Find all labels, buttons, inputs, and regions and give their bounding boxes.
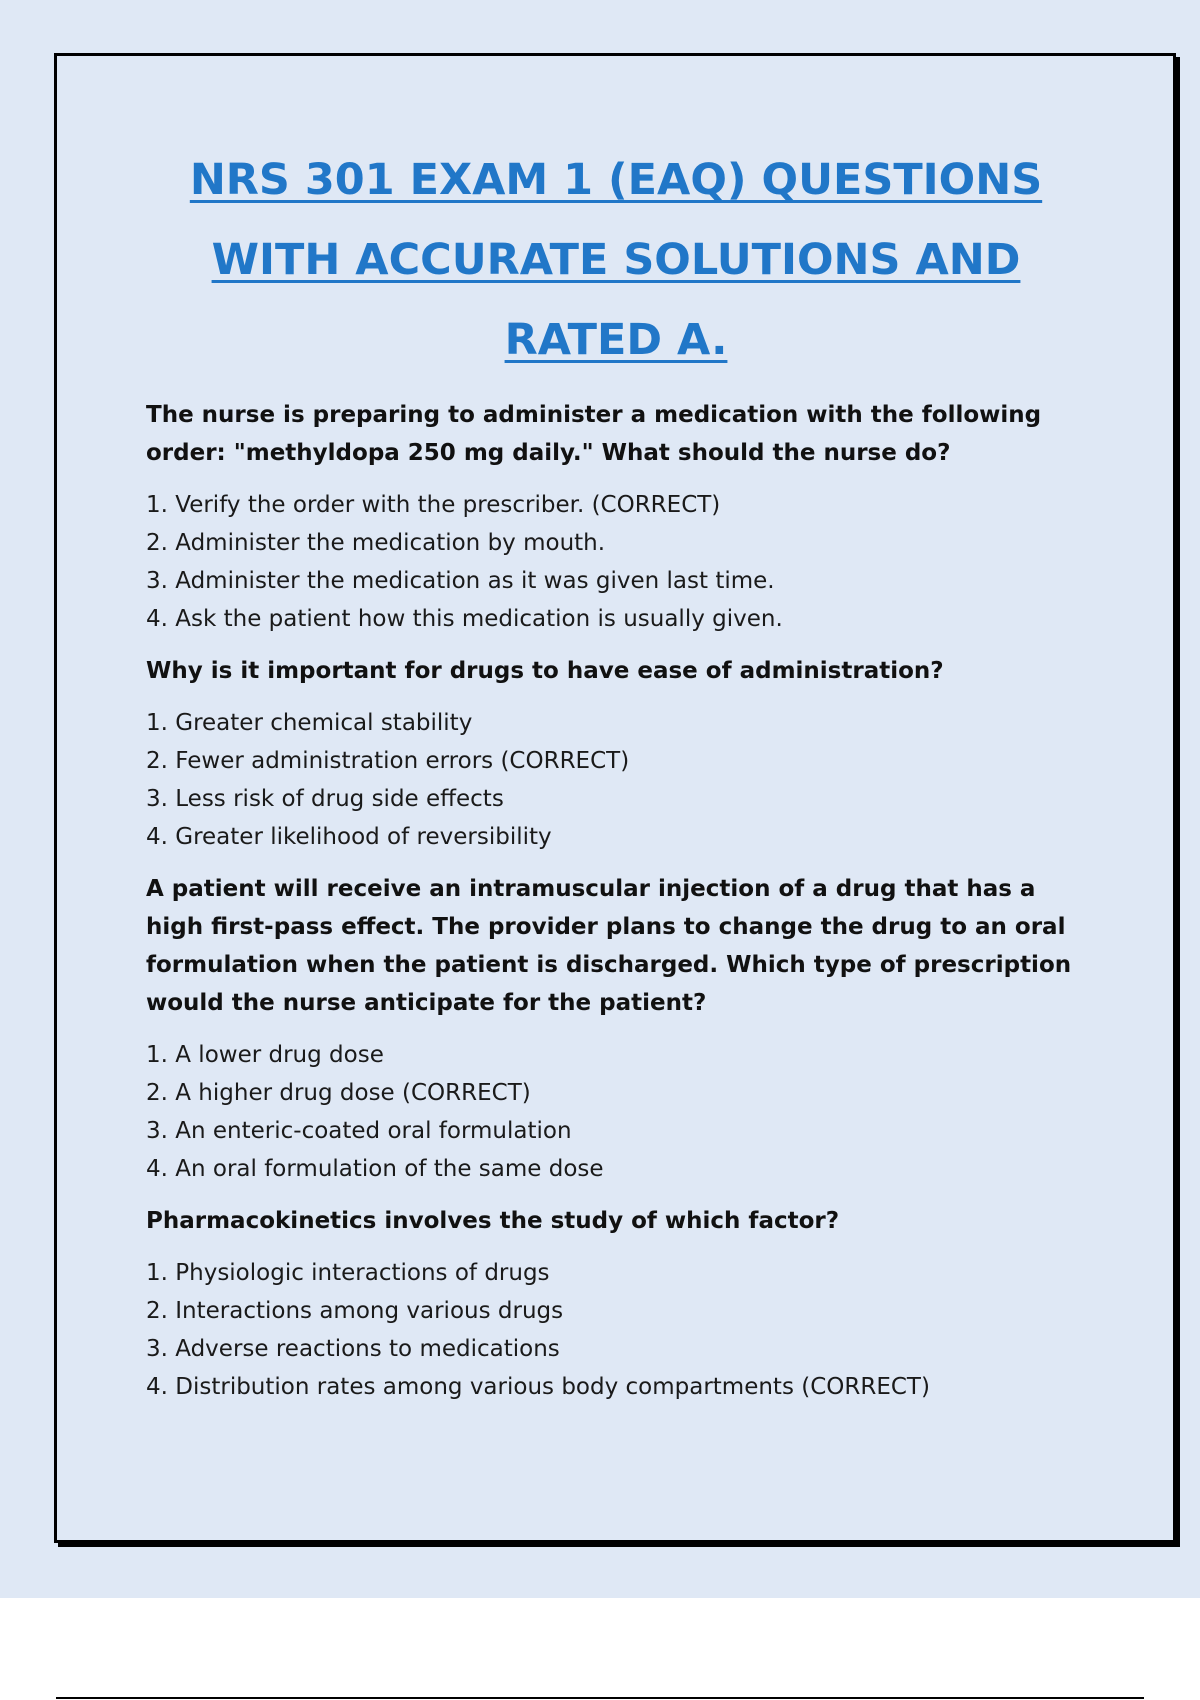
question-text: The nurse is preparing to administer a medication with the following order: "methyldopa 250 mg daily." What should the nurse do? [146,402,1042,466]
question-block-4 [146,1202,1086,1406]
answer-option: 4. An oral formulation of the same dose [146,1156,604,1182]
answer-option: 3. Adverse reactions to medications [146,1336,560,1362]
answer-option: 1. Physiologic interactions of drugs [146,1260,550,1286]
title-line-2: WITH ACCURATE SOLUTIONS AND [211,235,1021,285]
answer-option: 2. Fewer administration errors (CORRECT) [146,748,630,774]
bottom-divider [56,1697,1144,1699]
question-text: Pharmacokinetics involves the study of which factor? [146,1208,840,1234]
answer-options [146,1036,1086,1188]
answer-option: 1. Verify the order with the prescriber. (CORRECT) [146,492,721,518]
question-block-3 [146,870,1086,1188]
answer-option: 2. A higher drug dose (CORRECT) [146,1080,531,1106]
question-text: Why is it important for drugs to have ease of administration? [146,658,944,684]
answer-option: 1. A lower drug dose [146,1042,384,1068]
questions-list [146,396,1086,1420]
question-block-2 [146,652,1086,856]
title-line-1: NRS 301 EXAM 1 (EAQ) QUESTIONS [189,155,1043,205]
answer-options [146,1254,1086,1406]
answer-options [146,486,1086,638]
answer-option: 4. Greater likelihood of reversibility [146,824,552,850]
answer-option: 3. Administer the medication as it was given last time. [146,568,775,594]
document-title [0,140,1200,380]
answer-options [146,704,1086,856]
answer-option: 1. Greater chemical stability [146,710,473,736]
answer-option: 4. Distribution rates among various body compartments (CORRECT) [146,1374,930,1400]
question-text: A patient will receive an intramuscular injection of a drug that has a high first-pass effect. The provider plans to change the drug to an oral formulation when the patient is discharged. Which type of prescription would the nurse anticipate for the patient? [146,876,1072,1016]
answer-option: 2. Administer the medication by mouth. [146,530,606,556]
answer-option: 4. Ask the patient how this medication is usually given. [146,606,783,632]
answer-option: 3. An enteric-coated oral formulation [146,1118,572,1144]
question-block-1 [146,396,1086,638]
answer-option: 3. Less risk of drug side effects [146,786,504,812]
title-line-3: RATED A. [504,315,728,365]
answer-option: 2. Interactions among various drugs [146,1298,564,1324]
